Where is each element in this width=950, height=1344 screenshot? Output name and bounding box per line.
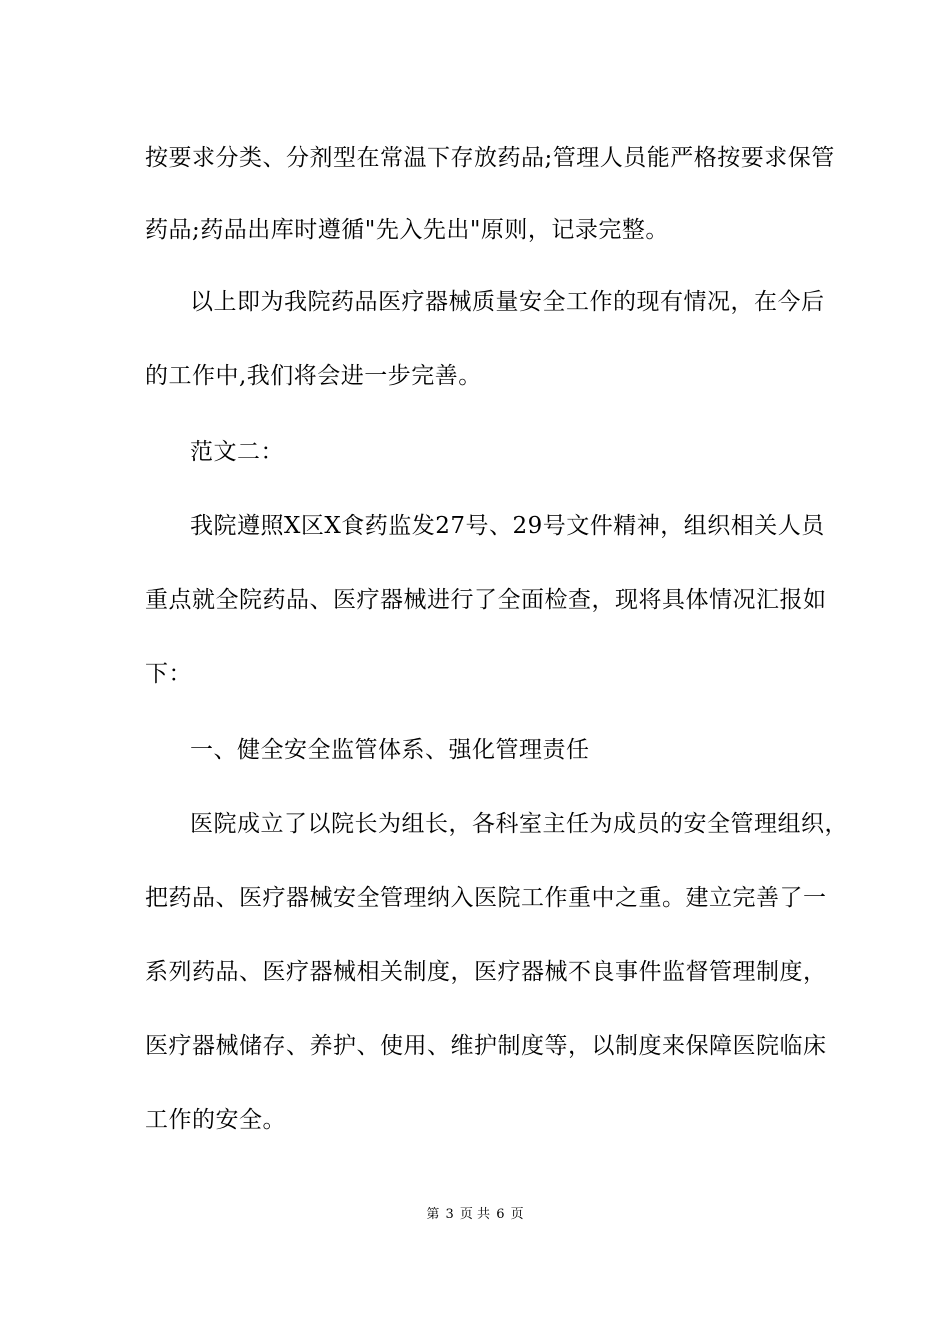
page-footer: [0, 1207, 950, 1223]
body-line-3: 以上即为我院药品医疗器械质量安全工作的现有情况，在今后: [190, 289, 825, 315]
footer-total-pages: 6: [496, 1207, 505, 1222]
body-line-10: 医院成立了以院长为组长，各科室主任为成员的安全管理组织，: [190, 811, 848, 837]
body-line-4: 的工作中,我们将会进一步完善。: [145, 363, 482, 389]
body-line-12: 系列药品、医疗器械相关制度，医疗器械不良事件监督管理制度，: [145, 959, 827, 985]
footer-current-page: 3: [445, 1207, 454, 1222]
footer-suffix: 页: [510, 1207, 524, 1222]
section-heading-1: 一、健全安全监管体系、强化管理责任: [190, 737, 590, 763]
body-line-7: 重点就全院药品、医疗器械进行了全面检查，现将具体情况汇报如: [145, 587, 827, 613]
footer-prefix: 第: [426, 1207, 440, 1222]
section-heading-fanwen-2: 范文二：: [190, 439, 284, 465]
footer-middle: 页 共: [459, 1207, 491, 1222]
body-line-14: 工作的安全。: [145, 1107, 286, 1133]
body-line-2: 药品;药品出库时遵循"先入先出"原则，记录完整。: [145, 217, 669, 243]
body-line-13: 医疗器械储存、养护、使用、维护制度等，以制度来保障医院临床: [145, 1033, 827, 1059]
body-line-1: 按要求分类、分剂型在常温下存放药品;管理人员能严格按要求保管: [145, 145, 835, 171]
body-line-8: 下：: [145, 661, 192, 687]
body-line-11: 把药品、医疗器械安全管理纳入医院工作重中之重。建立完善了一: [145, 885, 827, 911]
body-line-6: 我院遵照X区X食药监发27号、29号文件精神，组织相关人员: [190, 513, 825, 539]
